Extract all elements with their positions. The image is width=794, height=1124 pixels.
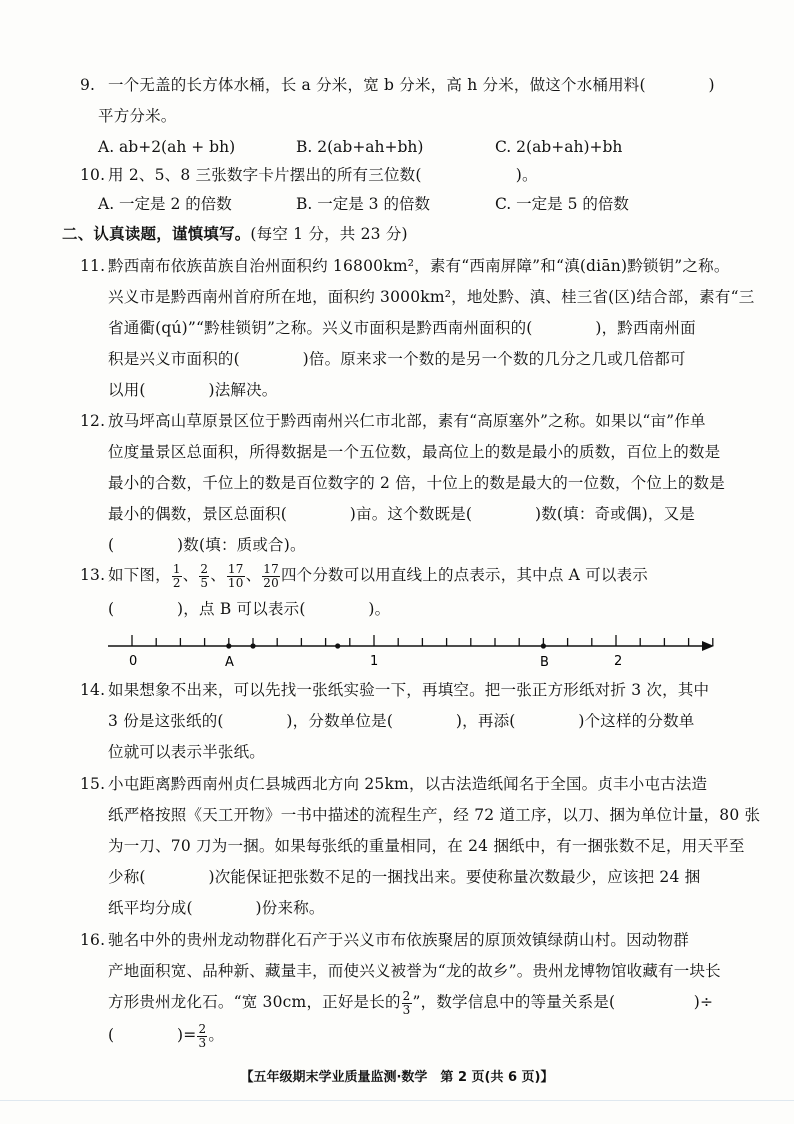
fraction-17-20: [262, 563, 280, 590]
numerator: 2: [402, 988, 411, 1003]
denominator: 20: [263, 575, 279, 590]
separator: 、: [182, 566, 199, 584]
question-11-line-2: 兴义市是黔西南州首府所在地，面积约 3000km²，地处黔、滇、桂三省(区)结合部，素有“三: [108, 288, 755, 306]
option-c: C. 一定是 5 的倍数: [495, 195, 629, 213]
question-16-line-2: 产地面积宽、品种新、藏量丰，而使兴义被誉为“龙的故乡”。贵州龙博物馆收藏有一块长: [108, 962, 721, 980]
label-zero: 0: [129, 654, 138, 669]
question-12-line-4: 最小的偶数，景区总面积( )亩。这个数既是( )数(填：奇或偶)，又是: [108, 505, 695, 523]
question-14-line-3: 位就可以表示半张纸。: [108, 743, 266, 761]
question-text: 放马坪高山草原景区位于黔西南州兴仁市北部，素有“高原塞外”之称。如果以“亩”作单: [108, 412, 706, 430]
denominator: 3: [198, 1035, 207, 1050]
numerator: 2: [198, 1021, 207, 1036]
question-9-line-2: 平方分米。: [98, 107, 177, 125]
question-11-line-4: 积是兴义市面积的( )倍。原来求一个数的是另一个数的几分之几或几倍都可: [108, 350, 686, 368]
question-text: 用 2、5、8 三张数字卡片摆出的所有三位数( )。: [108, 166, 538, 184]
fraction-2-3: [197, 1023, 207, 1050]
label-one: 1: [370, 654, 379, 669]
question-13-line-2: ( )，点 B 可以表示( )。: [108, 600, 391, 618]
option-b: B. 一定是 3 的倍数: [296, 195, 430, 213]
question-text: ”，数学信息中的等量关系是( )÷: [412, 993, 714, 1011]
question-15-line-5: 纸平均分成( )份来称。: [108, 899, 325, 917]
tick-marks: [132, 635, 713, 646]
question-15-line-3: 为一刀、70 刀为一捆。如果每张纸的重量相同，在 24 捆纸中，有一捆张数不足，用天平至: [108, 837, 745, 855]
label-two: 2: [614, 654, 623, 669]
page-footer: 【五年级期末学业质量监测·数学 第 2 页(共 6 页)】: [240, 1070, 554, 1085]
question-16-line-1: [80, 929, 689, 951]
question-number: 10.: [80, 166, 106, 184]
question-number: 16.: [80, 931, 106, 949]
question-14-line-2: 3 份是这张纸的( )，分数单位是( )，再添( )个这样的分数单: [108, 712, 695, 730]
denominator: 3: [402, 1002, 411, 1017]
option-b: B. 2(ab+ah+bh): [296, 138, 424, 156]
question-11-line-5: 以用( )法解决。: [108, 381, 278, 399]
question-number: 13.: [80, 566, 106, 584]
fraction-17-10: [227, 563, 245, 590]
label-point-a: A: [225, 655, 234, 670]
denominator: 2: [172, 575, 181, 590]
question-text: ( )=: [108, 1026, 197, 1044]
question-number: 9.: [80, 76, 96, 94]
question-text: 。: [208, 1026, 225, 1044]
question-13-line-1: [80, 560, 648, 590]
option-c: C. 2(ab+ah)+bh: [495, 138, 623, 156]
question-12-line-3: 最小的合数，千位上的数是百位数字的 2 倍，十位上的数是最大的一位数，个位上的数是: [108, 474, 725, 492]
question-text: 方形贵州龙化石。“宽 30cm，正好是长的: [108, 993, 401, 1011]
bottom-divider: [0, 1100, 794, 1101]
question-16-line-4: [108, 1020, 224, 1050]
section-title: 二、认真读题，谨慎填写。: [62, 224, 251, 243]
number-line: [0, 628, 794, 674]
question-15-line-1: [80, 773, 707, 795]
label-point-b: B: [540, 655, 549, 670]
question-number: 12.: [80, 412, 106, 430]
question-number: 15.: [80, 775, 106, 793]
question-11-line-3: 省通衢(qú)”“黔桂锁钥”之称。兴义市面积是黔西南州面积的( )，黔西南州面: [108, 319, 696, 337]
question-text: 驰名中外的贵州龙动物群化石产于兴义市布依族聚居的原顶效镇绿荫山村。因动物群: [108, 931, 689, 949]
question-12-line-2: 位度量景区总面积，所得数据是一个五位数，最高位上的数是最小的质数，百位上的数是: [108, 443, 721, 461]
point-dot: [226, 643, 231, 648]
section-heading: [62, 223, 408, 245]
fraction-2-3: [402, 990, 412, 1017]
question-text: 如果想象不出来，可以先找一张纸实验一下，再填空。把一张正方形纸对折 3 次，其中: [108, 681, 710, 699]
question-16-line-3: [108, 987, 713, 1017]
point-dot: [250, 643, 255, 648]
question-text: 如下图，: [108, 566, 171, 584]
question-text: 四个分数可以用直线上的点表示，其中点 A 可以表示: [280, 566, 649, 584]
separator: 、: [245, 566, 262, 584]
question-text: 一个无盖的长方体水桶，长 a 分米，宽 b 分米，高 h 分米，做这个水桶用料( ): [108, 76, 715, 94]
separator: 、: [210, 566, 226, 584]
option-a: A. 一定是 2 的倍数: [98, 195, 232, 213]
fraction-1-2: [172, 563, 182, 590]
point-dot: [335, 643, 340, 648]
question-11-line-1: [80, 255, 730, 277]
question-10-line-1: [80, 164, 538, 186]
question-12-line-1: [80, 410, 706, 432]
question-15-line-2: 纸严格按照《天工开物》一书中描述的流程生产，经 72 道工序，以刀、捆为单位计量，80 张: [108, 806, 761, 824]
numerator: 2: [200, 561, 209, 576]
numerator: 17: [263, 561, 279, 576]
option-a: A. ab+2(ah + bh): [98, 138, 236, 156]
question-text: 黔西南布依族苗族自治州面积约 16800km²，素有“西南屏障”和“滇(diān)黔锁钥”之称。: [108, 257, 730, 275]
section-note: (每空 1 分，共 23 分): [250, 225, 408, 243]
question-9-line-1: [80, 74, 715, 96]
question-text: 小屯距离黔西南州贞仁县城西北方向 25km，以古法造纸闻名于全国。贞丰小屯古法造: [108, 775, 708, 793]
denominator: 5: [200, 575, 209, 590]
numerator: 17: [227, 561, 244, 576]
point-dot: [541, 643, 546, 648]
fraction-2-5: [199, 563, 209, 590]
question-number: 14.: [80, 681, 106, 699]
question-15-line-4: 少称( )次能保证把张数不足的一捆找出来。要使称量次数最少，应该把 24 捆: [108, 868, 701, 886]
question-number: 11.: [80, 257, 106, 275]
question-12-line-5: ( )数(填：质或合)。: [108, 536, 306, 554]
denominator: 10: [227, 575, 244, 590]
numerator: 1: [172, 561, 181, 576]
question-14-line-1: [80, 679, 709, 701]
